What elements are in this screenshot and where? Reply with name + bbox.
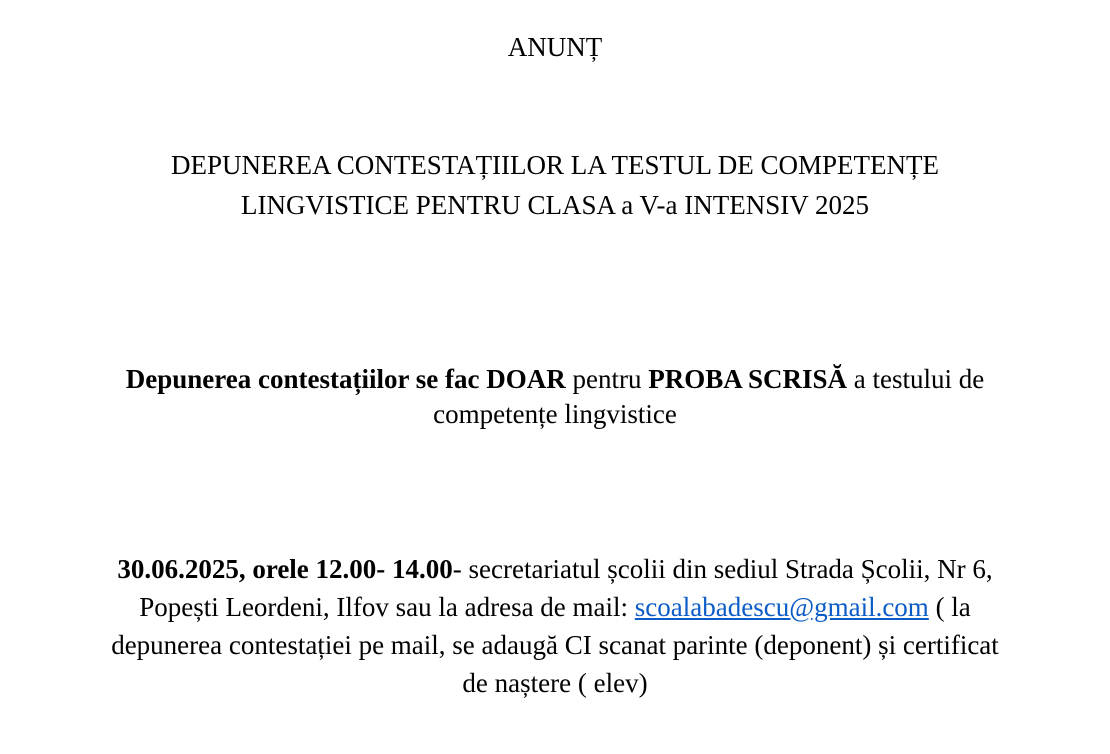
details-line-3: depunerea contestației pe mail, se adaugă CI scanat parinte (deponent) și certificat [111,630,999,660]
details-line-2 [40,588,1070,626]
details-paragraph [40,550,1070,702]
notice-text-of-test: a testului de [847,364,985,394]
notice-line-1 [0,362,1110,397]
document-subtitle [0,145,1110,225]
notice-paragraph [0,362,1110,432]
notice-bold-submission: Depunerea contestațiilor se fac DOAR [125,364,566,394]
notice-line-2: competențe lingvistice [433,399,677,429]
details-location: - secretariatul școlii din sediul Strada Școlii, Nr 6, [452,554,993,584]
title-text: ANUNȚ [507,32,603,62]
notice-text-for: pentru [565,364,649,394]
email-link[interactable]: scoalabadescu@gmail.com [634,592,929,622]
subtitle-line-2: LINGVISTICE PENTRU CLASA a V-a INTENSIV 2025 [241,190,869,220]
details-email-suffix: ( la [928,592,971,622]
details-line-1 [40,550,1070,588]
subtitle-line-1: DEPUNEREA CONTESTAȚIILOR LA TESTUL DE COMPETENȚE [170,150,940,180]
notice-bold-written-test: PROBA SCRISĂ [648,364,847,394]
document-title [0,30,1110,64]
details-line-4: de naștere ( elev) [462,668,648,698]
details-email-prefix: Popești Leordeni, Ilfov sau la adresa de mail: [139,592,635,622]
details-datetime: 30.06.2025, orele 12.00- 14.00 [117,554,453,584]
